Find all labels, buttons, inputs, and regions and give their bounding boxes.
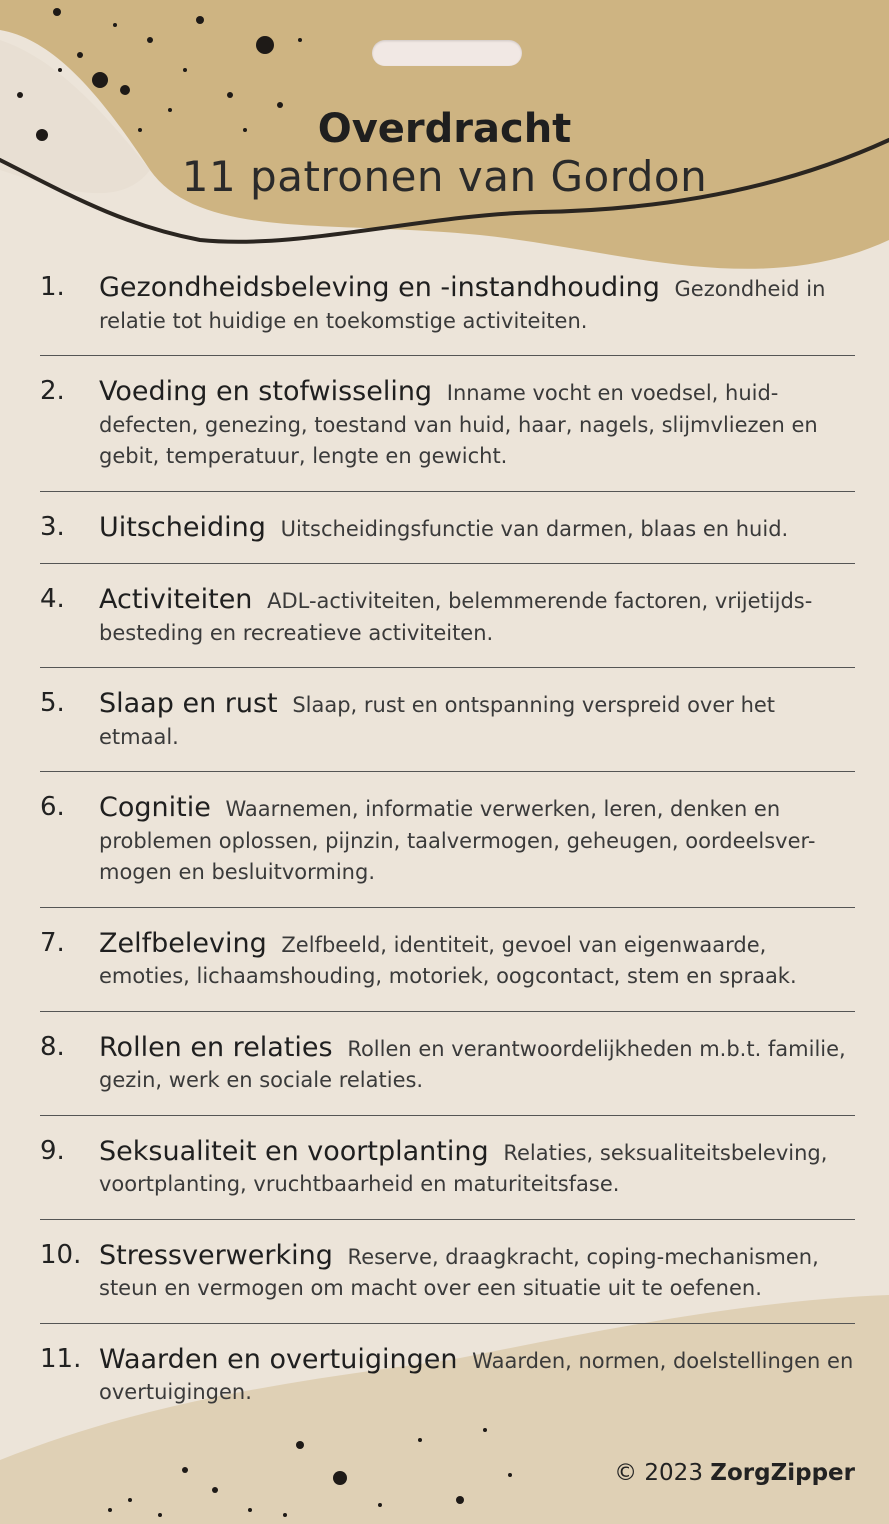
hang-slot (372, 40, 522, 66)
item-number: 1. (40, 272, 65, 302)
list-item (40, 1136, 855, 1220)
brand-name: ZorgZipper (710, 1460, 855, 1486)
item-heading: Activiteiten (99, 584, 253, 615)
item-number: 5. (40, 688, 65, 718)
item-description: Zelfbeeld, identiteit, gevoel van eigenwaarde, emoties, lichaamshouding, motoriek, oogcontact, stem en spraak. (99, 932, 797, 988)
pattern-list (40, 272, 855, 1447)
item-heading: Uitscheiding (99, 511, 266, 543)
item-description: Reserve, draagkracht, coping-mechanismen, steun en vermogen om macht over een situatie uit te oefenen. (99, 1244, 819, 1300)
item-heading: Stressverwerking (99, 1239, 333, 1271)
list-item (40, 792, 855, 908)
list-item (40, 1344, 855, 1427)
item-number: 10. (40, 1239, 82, 1270)
item-description: Relaties, seksualiteitsbeleving, voortplanting, vruchtbaarheid en maturiteitsfase. (99, 1140, 828, 1196)
item-number: 3. (40, 511, 65, 542)
list-item (40, 688, 855, 772)
item-number: 11. (40, 1343, 82, 1374)
item-heading: Zelfbeleving (99, 927, 267, 959)
item-number: 8. (40, 1031, 65, 1062)
item-description: Waarden, normen, doelstellingen en overtuigingen. (99, 1348, 854, 1404)
item-description: Gezondheid in relatie tot huidige en toekomstige activiteiten. (99, 277, 826, 333)
list-item (40, 376, 855, 492)
item-heading: Voeding en stofwisseling (99, 376, 433, 407)
item-description: Waarnemen, informatie verwerken, leren, denken en problemen oplossen, pijnzin, taalvermogen, geheugen, oordeelsver-mogen en besluitvorming. (99, 797, 816, 884)
item-heading: Slaap en rust (99, 688, 278, 719)
copyright-text: © 2023 (614, 1460, 703, 1486)
list-item (40, 272, 855, 356)
item-description: Inname vocht en voedsel, huid-defecten, genezing, toestand van huid, haar, nagels, slijmvliezen en gebit, temperatuur, lengte en gewicht. (99, 381, 818, 468)
page-title: Overdracht (317, 106, 572, 152)
list-item (40, 1032, 855, 1116)
item-heading: Waarden en overtuigingen (99, 1343, 458, 1375)
item-description: ADL-activiteiten, belemmerende factoren, vrijetijds-besteding en recreatieve activiteiten. (99, 589, 813, 645)
item-number: 7. (40, 927, 65, 958)
item-description: Rollen en verantwoordelijkheden m.b.t. familie, gezin, werk en sociale relaties. (99, 1036, 846, 1092)
item-number: 2. (40, 376, 65, 406)
item-heading: Seksualiteit en voortplanting (99, 1135, 489, 1167)
page-subtitle: 11 patronen van Gordon (181, 152, 708, 201)
list-item (40, 928, 855, 1012)
item-number: 9. (40, 1135, 65, 1166)
list-item (40, 1240, 855, 1324)
item-heading: Rollen en relaties (99, 1031, 333, 1063)
item-heading: Gezondheidsbeleving en -instandhouding (99, 272, 660, 303)
item-number: 4. (40, 584, 65, 614)
item-description: Slaap, rust en ontspanning verspreid over het etmaal. (99, 693, 776, 749)
copyright-footer (614, 1460, 855, 1486)
list-item (40, 584, 855, 668)
item-heading: Cognitie (99, 792, 211, 823)
item-number: 6. (40, 792, 65, 822)
item-description: Uitscheidingsfunctie van darmen, blaas en huid. (280, 516, 789, 541)
list-item (40, 512, 855, 565)
